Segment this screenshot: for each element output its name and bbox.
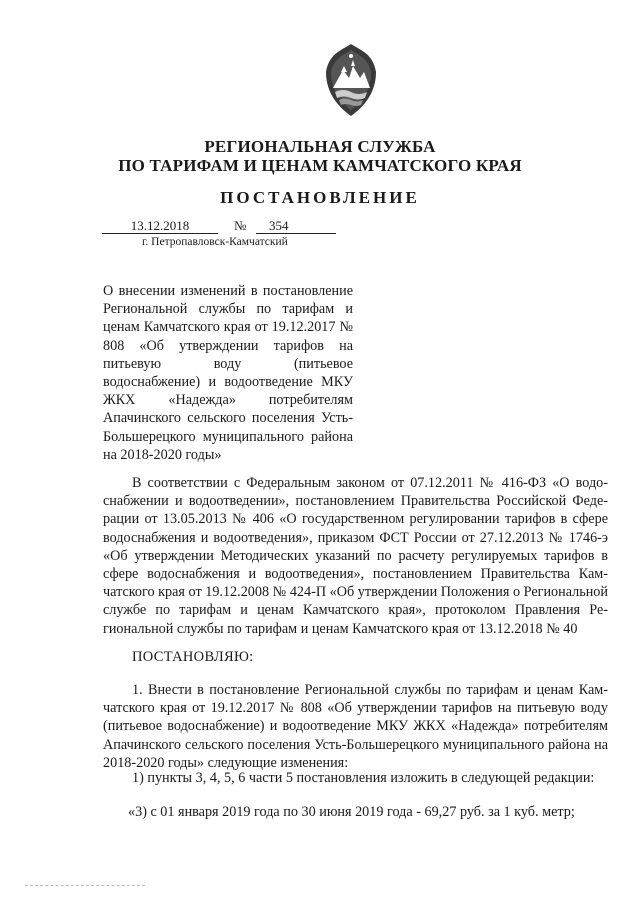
kamchatka-coat-of-arms-icon (321, 42, 381, 118)
item-1-1-paragraph: 1) пункты 3, 4, 5, 6 части 5 постановления изложить в следующей редакции: (132, 770, 595, 786)
document-subject: О внесении изменений в постановление Региональной службы по тарифам и ценам Камчатского края от 19.12.2017 № 808 «Об утверждении тарифов на питьевую воду (питьевое водоснабжение) и водоотведение МКУ ЖКХ «Надежда» потребителям Апачинского сельского поселения Усть-Большерецкого муниципального района на 2018-2020 годы» (103, 283, 353, 463)
item-1-paragraph: 1. Внести в постановление Региональной службы по тарифам и ценам Камчатского края от 19.12.2017 № 808 «Об утверждении тарифов на питьевую воду (питьевое водоснабжение) и водоотведение МКУ ЖКХ «Надежда» потребителям Апачинского сельского поселения Усть-Большерецкого муниципального района на 2018-2020 годы» следующие изменения: (103, 682, 608, 771)
document-number: 354 (256, 218, 336, 234)
resolve-heading: ПОСТАНОВЛЯЮ: (132, 649, 254, 665)
document-date: 13.12.2018 (102, 218, 218, 234)
org-name-line1: РЕГИОНАЛЬНАЯ СЛУЖБА (204, 137, 436, 156)
quoted-tariff-line: «3) с 01 января 2019 года по 30 июня 2019 года - 69,27 руб. за 1 куб. метр; (128, 804, 575, 820)
number-sign: № (234, 218, 247, 233)
document-city: г. Петропавловск-Камчатский (142, 236, 288, 248)
scan-artifact-divider (25, 885, 145, 886)
document-type-title: ПОСТАНОВЛЕНИЕ (220, 188, 420, 207)
org-name-line2: ПО ТАРИФАМ И ЦЕНАМ КАМЧАТСКОГО КРАЯ (118, 156, 522, 175)
preamble-paragraph: В соответствии с Федеральным законом от 07.12.2011 № 416-ФЗ «О водоснабжении и водоотведении», постановлением Правительства Российской Федерации от 13.05.2013 № 406 «О государственном регулировании тарифов в сфере водоснабжения и водоотведения», приказом ФСТ России от 27.12.2013 № 1746-э «Об утверждении Методических указаний по расчету регулируемых тарифов в сфере водоснабжения и водоотведения», постановлением Правительства Камчатского края от 19.12.2008 № 424-П «Об утверждении Положения о Региональной службе по тарифам и ценам Камчатского края», протоколом Правления Региональной службы по тарифам и ценам Камчатского края от 13.12.2018 № 40 (103, 475, 608, 637)
